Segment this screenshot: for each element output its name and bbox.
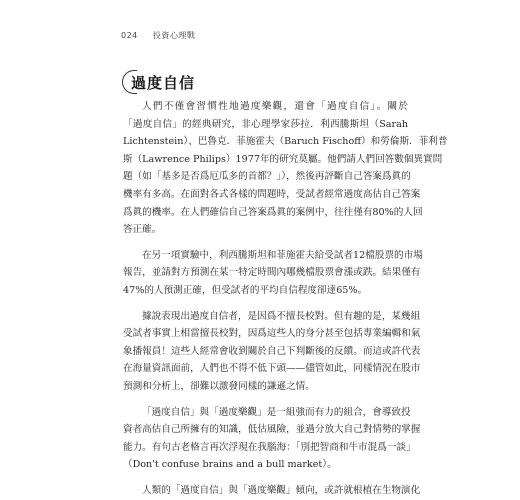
page-header: [121, 30, 195, 41]
text-line: 在另一項實驗中，利西騰斯坦和菲施霍夫給受試者12檔股票的市場: [142, 249, 423, 261]
section-title: 過度自信: [131, 73, 196, 92]
paragraph-gap: [123, 300, 408, 308]
text-line: 爲眞的機率。在人們確信自己答案爲眞的案例中，往往僅有80%的人回: [123, 206, 423, 218]
book-title: 投資心理戰: [152, 31, 196, 40]
paragraph-gap: [123, 396, 408, 404]
text-line: 人類的「過度自信」與「過度樂觀」傾向，或許就根植在生物演化: [142, 484, 421, 496]
text-line: 斯（Lawrence Philips）1977年的研究莫屬。他們請人們回答數個異實問: [123, 153, 443, 165]
paragraph: [123, 404, 421, 474]
paragraph-gap: [123, 474, 408, 482]
paragraph: [123, 482, 421, 500]
text-line: 象播報員！這些人經常會收到關於自己下判斷後的反饋。而這或許代表: [123, 345, 421, 357]
text-line: 47%的人預測正確，但受試者的平均自信程度卻達65%。: [123, 284, 368, 296]
text-line: 人們不僅會習慣性地過度樂觀，還會「過度自信」。關於: [142, 101, 408, 112]
paragraph: [123, 98, 448, 239]
text-line: 報告，並請對方預測在某一特定時間內哪幾檔股票會漲或跌。結果僅有: [123, 267, 421, 279]
text-line: 能力。有句古老格言再次浮現在我腦海：「別把智商和牛市混爲一談」: [123, 441, 416, 453]
text-line: 題（如「基多是否爲厄瓜多的首都？」），然後再評斷自己答案爲眞的: [123, 171, 411, 183]
section-heading: [122, 70, 195, 94]
paragraph: [123, 247, 423, 300]
text-line: Lichtenstein）、巴魯克．菲施霍夫（Baruch Fischoff）和勞倫斯．菲利普: [123, 136, 448, 148]
text-line: 預測和分析上，卻難以激發同樣的謙遜之情。: [123, 380, 315, 392]
paragraph-gap: [123, 239, 408, 247]
text-line: 在海量資訊面前，人們也不得不低下頭——儘管如此，同樣情況在股市: [123, 363, 421, 375]
page-number: 024: [121, 31, 138, 40]
text-line: 受試者事實上相當擅長校對，因爲這些人的身分甚至包括專業編輯和氣: [123, 328, 421, 340]
text-line: 資者高估自己所擁有的知識，低估風險，並過分放大自己對情勢的掌握: [123, 424, 421, 436]
text-line: 機率有多高。在面對各式各樣的問題時，受試者經常過度高估自己答案: [123, 188, 421, 200]
text-line: 「過度自信」與「過度樂觀」是一組強而有力的組合，會導致投: [142, 406, 411, 418]
paragraph: [123, 308, 421, 396]
text-line: （Don't confuse brains and a bull market）。: [123, 459, 337, 471]
body-text: [123, 98, 448, 499]
text-line: 據說表現出過度自信者，是因爲不擅長校對。但有趣的是，某幾組: [142, 310, 421, 322]
text-line: 答正確。: [123, 224, 162, 236]
text-line: 「過度自信」的經典研究，非心理學家莎拉．利西騰斯坦（Sarah: [123, 118, 408, 130]
